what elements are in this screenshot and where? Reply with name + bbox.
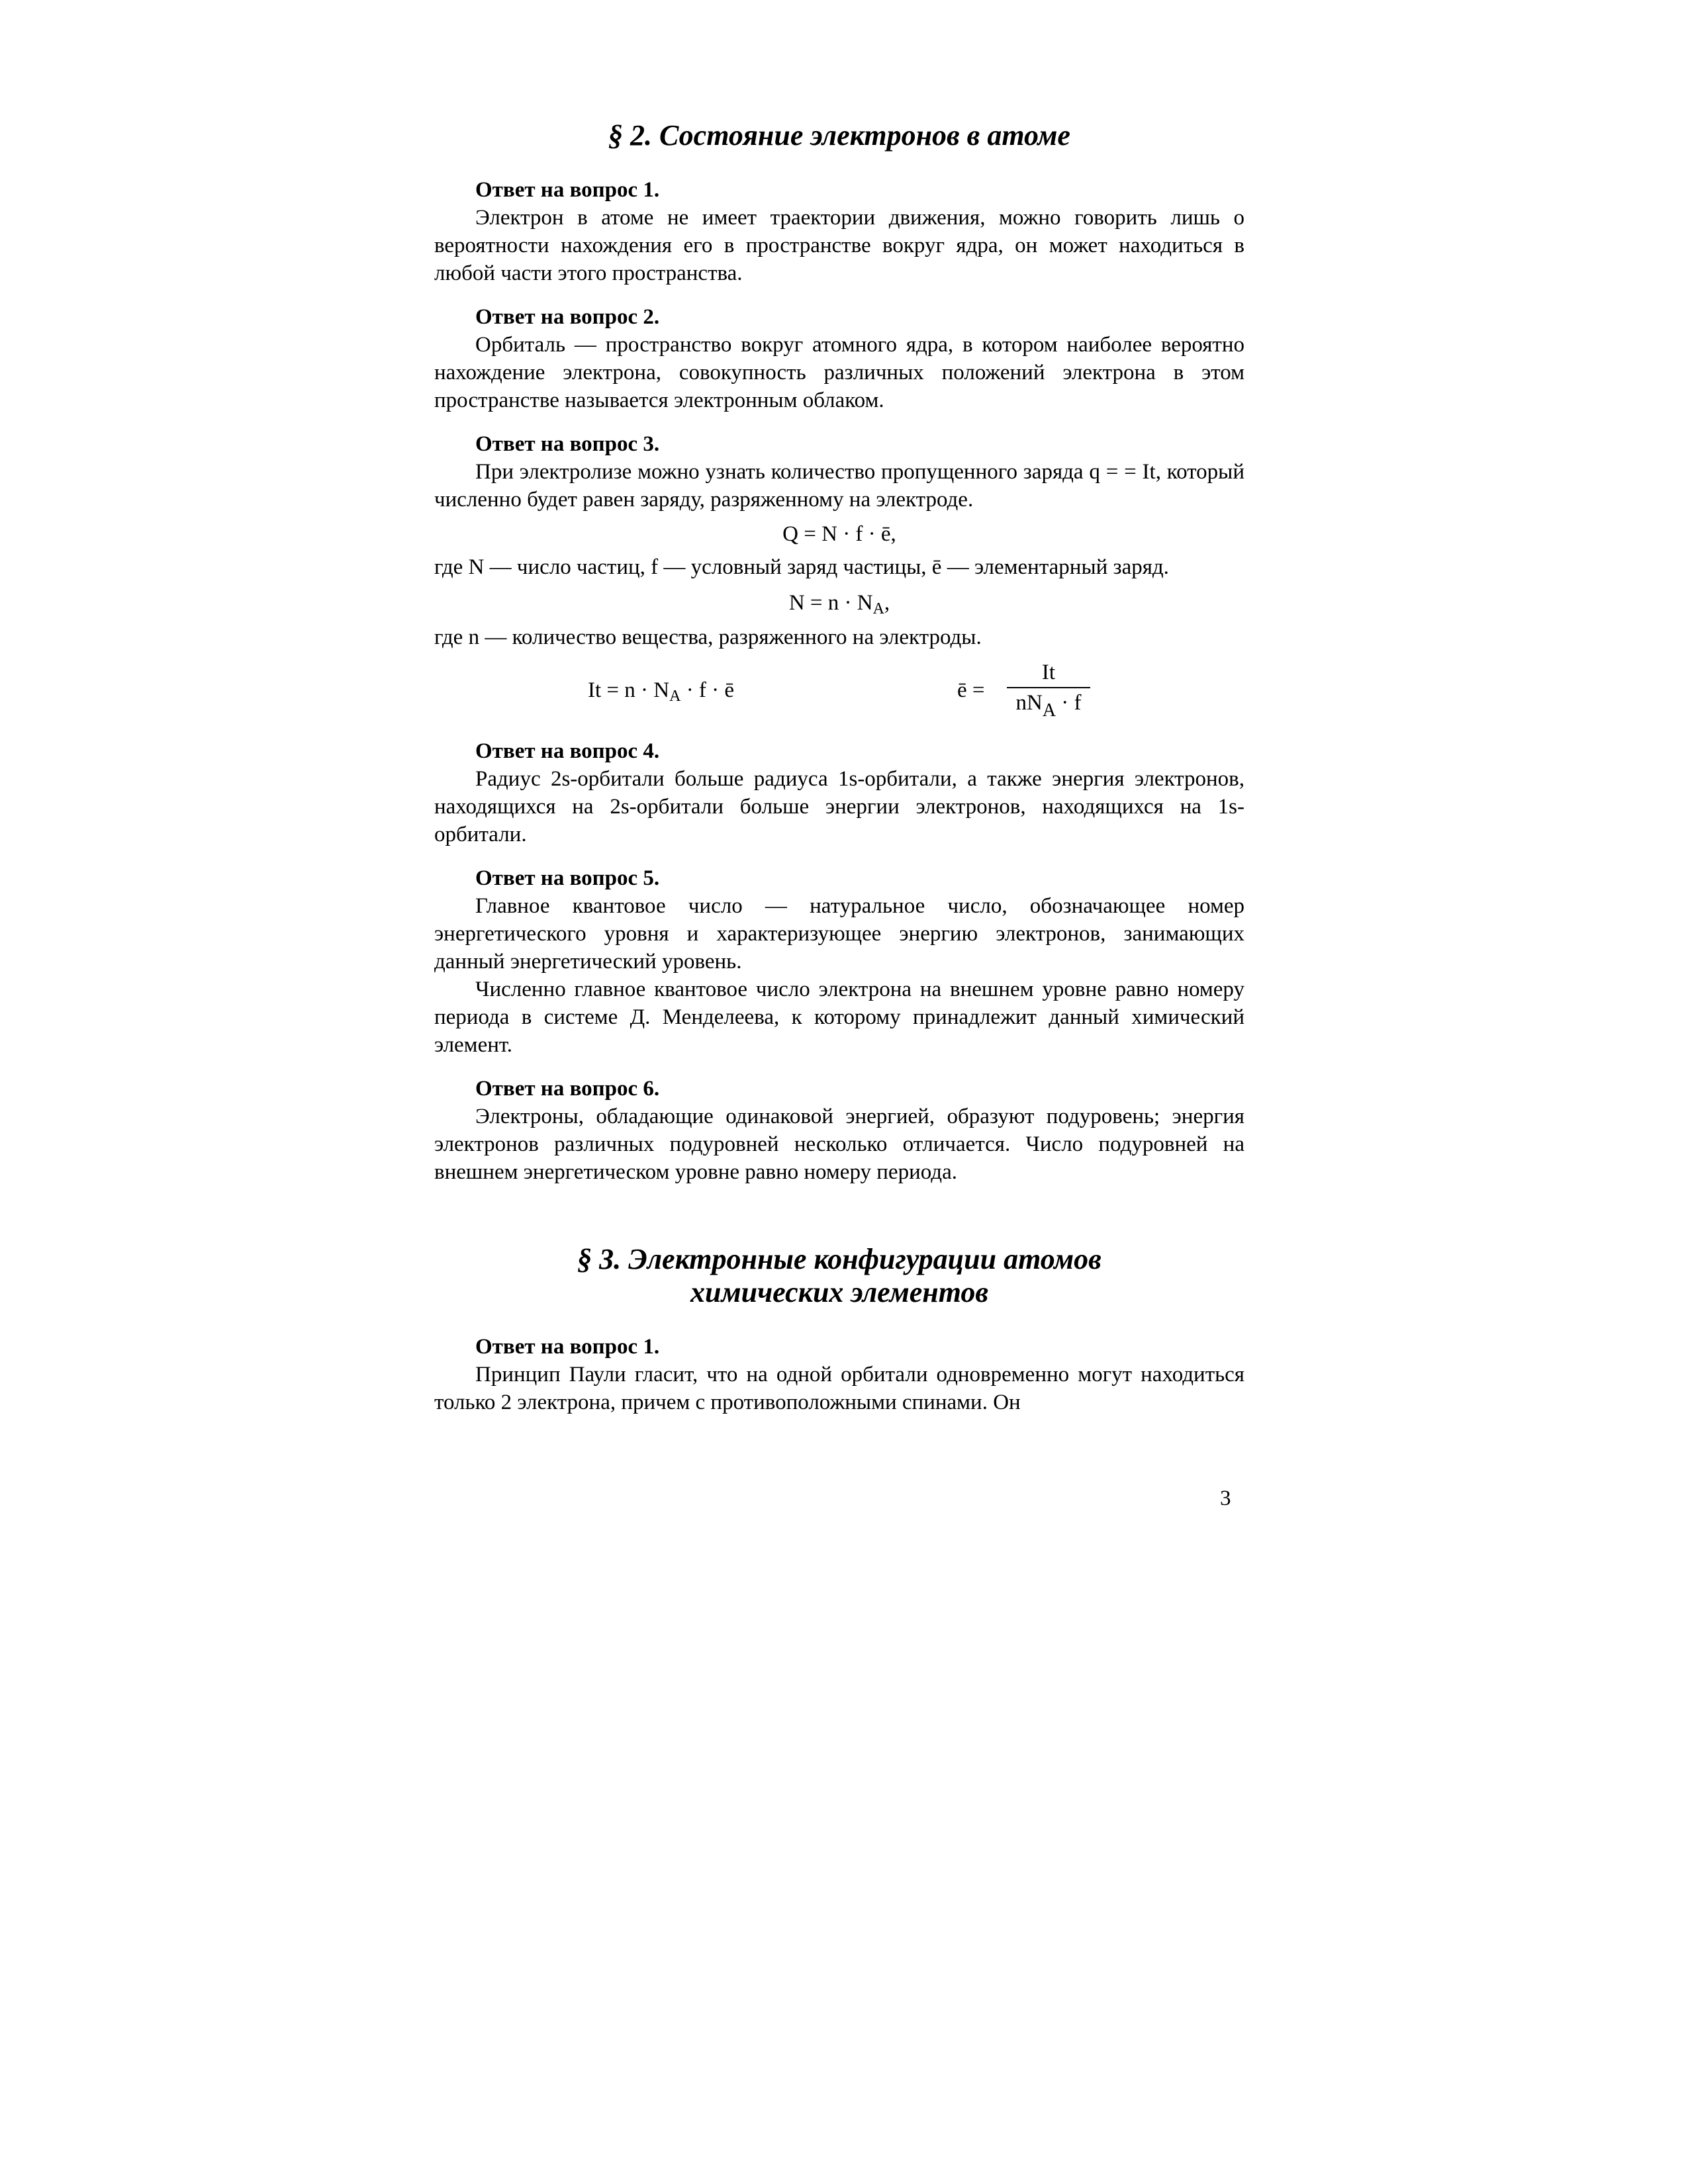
fraction-numerator: It <box>1041 660 1056 684</box>
fraction <box>1007 658 1090 721</box>
formula-charge: Q = N · f · ē, <box>782 522 896 546</box>
formula-part: nN <box>1015 691 1043 715</box>
section-3-title <box>434 1243 1244 1309</box>
formula-row <box>434 658 1244 721</box>
formula-part: · f · ē <box>680 678 735 702</box>
section-2-title: § 2. Состояние электронов в атоме <box>608 119 1070 152</box>
answer-2 <box>434 303 1244 414</box>
answer-text: Электрон в атоме не имеет траектории движения, можно говорить лишь о вероятности нахождения его в пространстве вокруг ядра, он может находиться в любой части этого пространства. <box>434 206 1244 285</box>
answer-text: Орбиталь — пространство вокруг атомного ядра, в котором наиболее вероятно нахождение электрона, совокупность различных положений электрона в этом пространстве называется электронным облаком. <box>434 333 1244 412</box>
answer-heading: Ответ на вопрос 1. <box>475 178 660 202</box>
answer-text: Численно главное квантовое число электрона на внешнем уровне равно номеру периода в системе Д. Менделеева, к которому принадлежит данный химический элемент. <box>434 978 1244 1057</box>
answer-heading: Ответ на вопрос 4. <box>475 739 660 763</box>
formula-part: , <box>884 591 890 615</box>
formula-part: It = n · N <box>588 678 670 702</box>
formula-part: · f <box>1056 691 1082 715</box>
answer-heading: Ответ на вопрос 6. <box>475 1077 660 1101</box>
formula-current <box>588 676 734 704</box>
formula-lhs: ē = <box>957 678 985 702</box>
answer-text: где N — число частиц, f — условный заряд частицы, ē — элементарный заряд. <box>434 555 1169 579</box>
answer-text: Главное квантовое число — натуральное число, обозначающее номер энергетического уровня и характеризующее энергию электронов, занимающих данный энергетический уровень. <box>434 894 1244 974</box>
section-3-answer-1 <box>434 1333 1244 1416</box>
formula-subscript: A <box>669 688 681 705</box>
answer-1 <box>434 176 1244 287</box>
answer-6 <box>434 1075 1244 1186</box>
answer-heading: Ответ на вопрос 5. <box>475 866 660 890</box>
answer-5 <box>434 864 1244 1059</box>
page-content <box>434 119 1244 1416</box>
answer-text: Принцип Паули гласит, что на одной орбитали одновременно могут находиться только 2 электрона, причем с противоположными спинами. Он <box>434 1363 1244 1414</box>
answer-heading: Ответ на вопрос 2. <box>475 305 660 329</box>
answer-text: Радиус 2s-орбитали больше радиуса 1s-орбитали, а также энергия электронов, находящихся на 2s-орбитали больше энергии электронов, находящихся на 1s-орбитали. <box>434 767 1244 846</box>
formula-particles <box>434 589 1244 617</box>
formula-part: N = n · N <box>788 591 873 615</box>
answer-3 <box>434 430 1244 721</box>
page-number: 3 <box>1220 1486 1231 1510</box>
formula-subscript: A <box>1042 700 1056 721</box>
fraction-denominator <box>1007 688 1090 721</box>
formula-subscript: A <box>872 600 884 617</box>
answer-heading: Ответ на вопрос 1. <box>475 1335 660 1359</box>
answer-heading: Ответ на вопрос 3. <box>475 432 660 456</box>
answer-text: Электроны, обладающие одинаковой энергией, образуют подуровень; энергия электронов различных подуровней несколько отличается. Число подуровней на внешнем энергетическом уровне равно номеру периода. <box>434 1105 1244 1184</box>
answer-text: При электролизе можно узнать количество пропущенного заряда q = = It, который численно будет равен заряду, разряженному на электроде. <box>434 460 1244 512</box>
section-3-title-line2: химических элементов <box>690 1276 988 1308</box>
answer-text: где n — количество вещества, разряженного на электроды. <box>434 625 982 649</box>
answer-4 <box>434 737 1244 848</box>
section-3-title-line1: § 3. Электронные конфигурации атомов <box>577 1243 1102 1275</box>
